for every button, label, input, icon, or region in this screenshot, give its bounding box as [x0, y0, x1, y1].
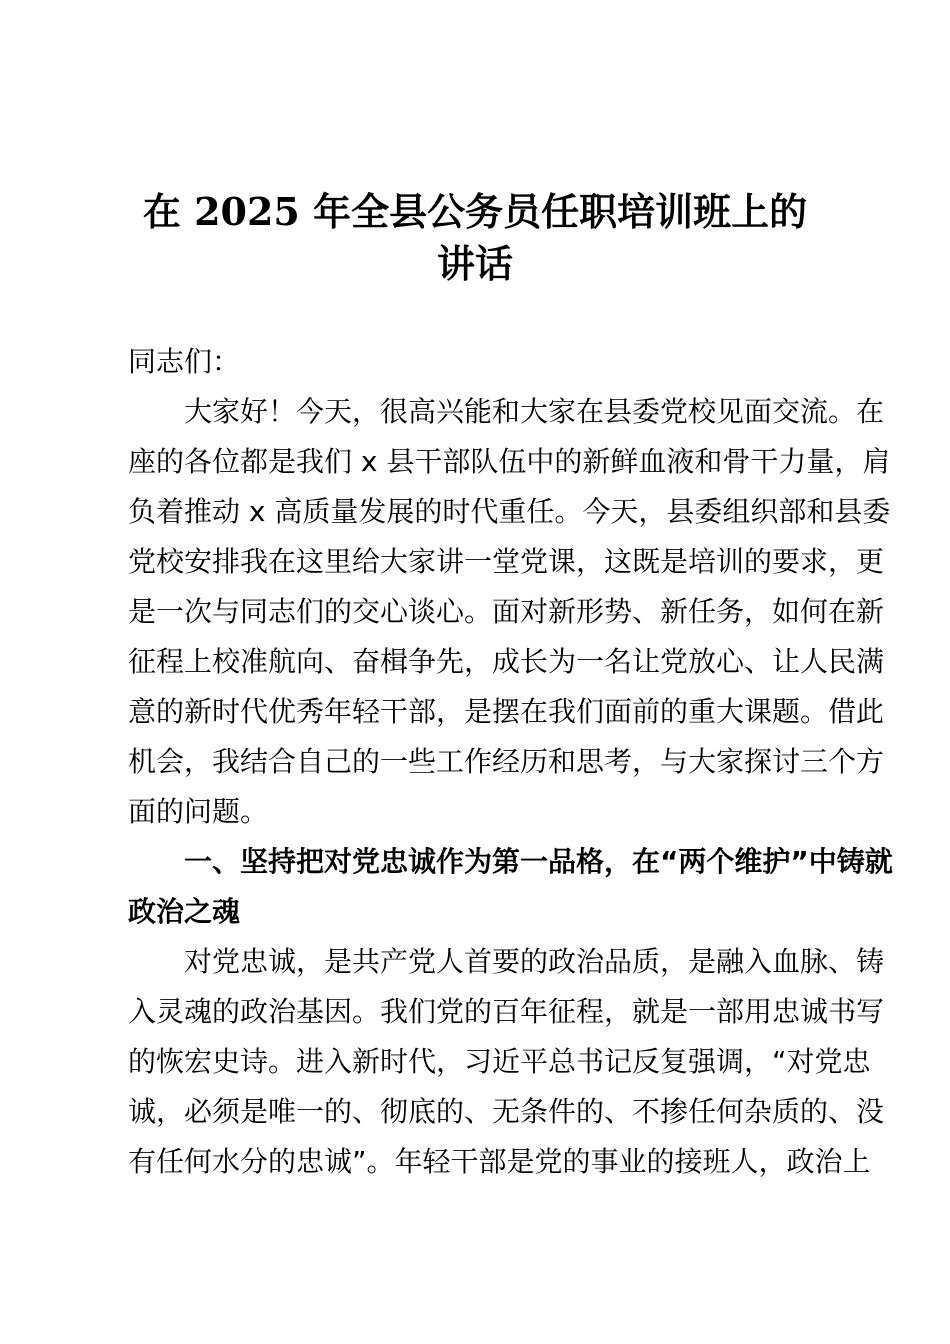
- section-heading-1: [128, 837, 893, 937]
- title-line: 讲话: [436, 241, 513, 286]
- text-line: 面的问题。: [128, 795, 269, 828]
- text-line: 诚，必须是唯一的、彻底的、无条件的、不掺任何杂质的、没: [128, 1095, 885, 1128]
- text-line: 意的新时代优秀年轻干部，是摆在我们面前的重大课题。借此: [128, 695, 885, 728]
- heading-line: 政治之魂: [128, 895, 241, 928]
- heading-line: 一、坚持把对党忠诚作为第一品格，在“两个维护”中铸就: [184, 845, 893, 878]
- text-line: 的恢宏史诗。进入新时代，习近平总书记反复强调，“对党忠: [128, 1045, 871, 1078]
- text-line: 征程上校准航向、奋楫争先，成长为一名让党放心、让人民满: [128, 645, 885, 678]
- text-line: 党校安排我在这里给大家讲一堂党课，这既是培训的要求，更: [128, 545, 885, 578]
- text-line: 对党忠诚，是共产党人首要的政治品质，是融入血脉、铸: [184, 945, 885, 978]
- title-line: 在 2025 年全县公务员任职培训班上的: [142, 189, 808, 234]
- text-line: 机会，我结合自己的一些工作经历和思考，与大家探讨三个方: [128, 745, 885, 778]
- text-line: 座的各位都是我们 x 县干部队伍中的新鲜血液和骨干力量，肩: [128, 445, 891, 478]
- text-line: 负着推动 x 高质量发展的时代重任。今天，县委组织部和县委: [128, 495, 891, 528]
- paragraph-loyalty: [128, 937, 885, 1187]
- text-line: 有任何水分的忠诚”。年轻干部是党的事业的接班人，政治上: [128, 1145, 871, 1178]
- document-title: [0, 186, 950, 290]
- text-line: 入灵魂的政治基因。我们党的百年征程，就是一部用忠诚书写: [128, 995, 885, 1028]
- text-line: 大家好！今天，很高兴能和大家在县委党校见面交流。在: [184, 395, 885, 428]
- salutation: 同志们：: [128, 345, 241, 378]
- paragraph-intro: [128, 387, 891, 837]
- text-line: 是一次与同志们的交心谈心。面对新形势、新任务，如何在新: [128, 595, 885, 628]
- document-body: [128, 337, 893, 1187]
